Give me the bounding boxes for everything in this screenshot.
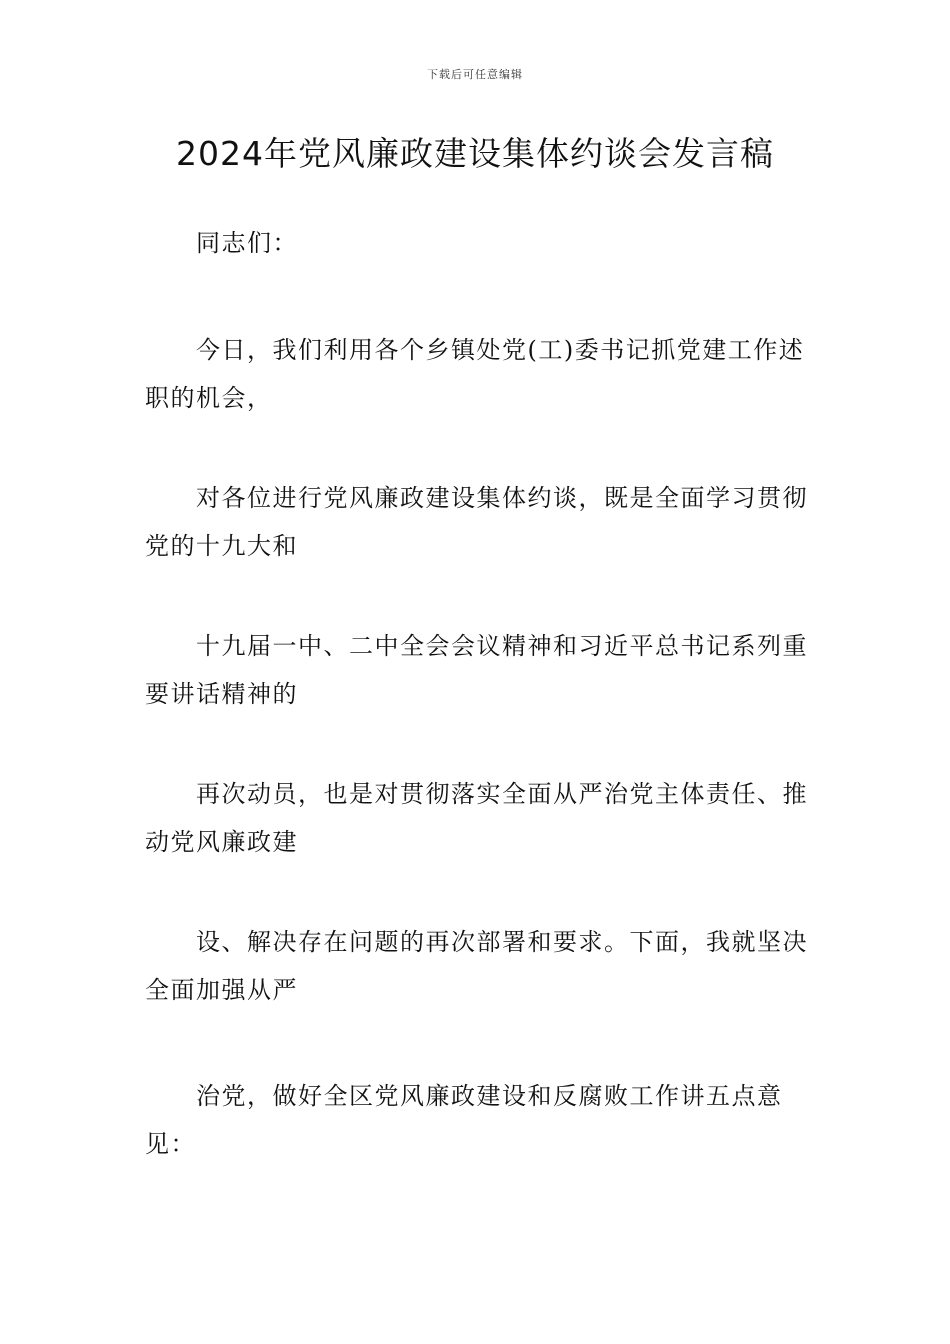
paragraph-block-6 [145,1072,810,1168]
header-note: 下载后可任意编辑 [427,68,523,81]
paragraph-block-1 [145,326,810,422]
paragraph-3: 十九届一中、二中全会会议精神和习近平总书记系列重要讲话精神的 [145,632,808,708]
paragraph-1: 今日，我们利用各个乡镇处党(工)委书记抓党建工作述职的机会， [145,336,805,412]
paragraph-block-5 [145,918,810,1014]
paragraph-block-2 [145,474,810,570]
document-title: 2024年党风廉政建设集体约谈会发言稿 [176,134,774,173]
paragraph-5: 设、解决存在问题的再次部署和要求。下面，我就坚决全面加强从严 [145,928,808,1004]
salutation: 同志们： [196,229,298,257]
salutation-block [145,219,810,267]
paragraph-block-4 [145,770,810,866]
paragraph-4: 再次动员，也是对贯彻落实全面从严治党主体责任、推动党风廉政建 [145,780,808,856]
paragraph-2: 对各位进行党风廉政建设集体约谈，既是全面学习贯彻党的十九大和 [145,484,808,560]
paragraph-block-3 [145,622,810,718]
paragraph-6: 治党，做好全区党风廉政建设和反腐败工作讲五点意见： [145,1082,783,1158]
